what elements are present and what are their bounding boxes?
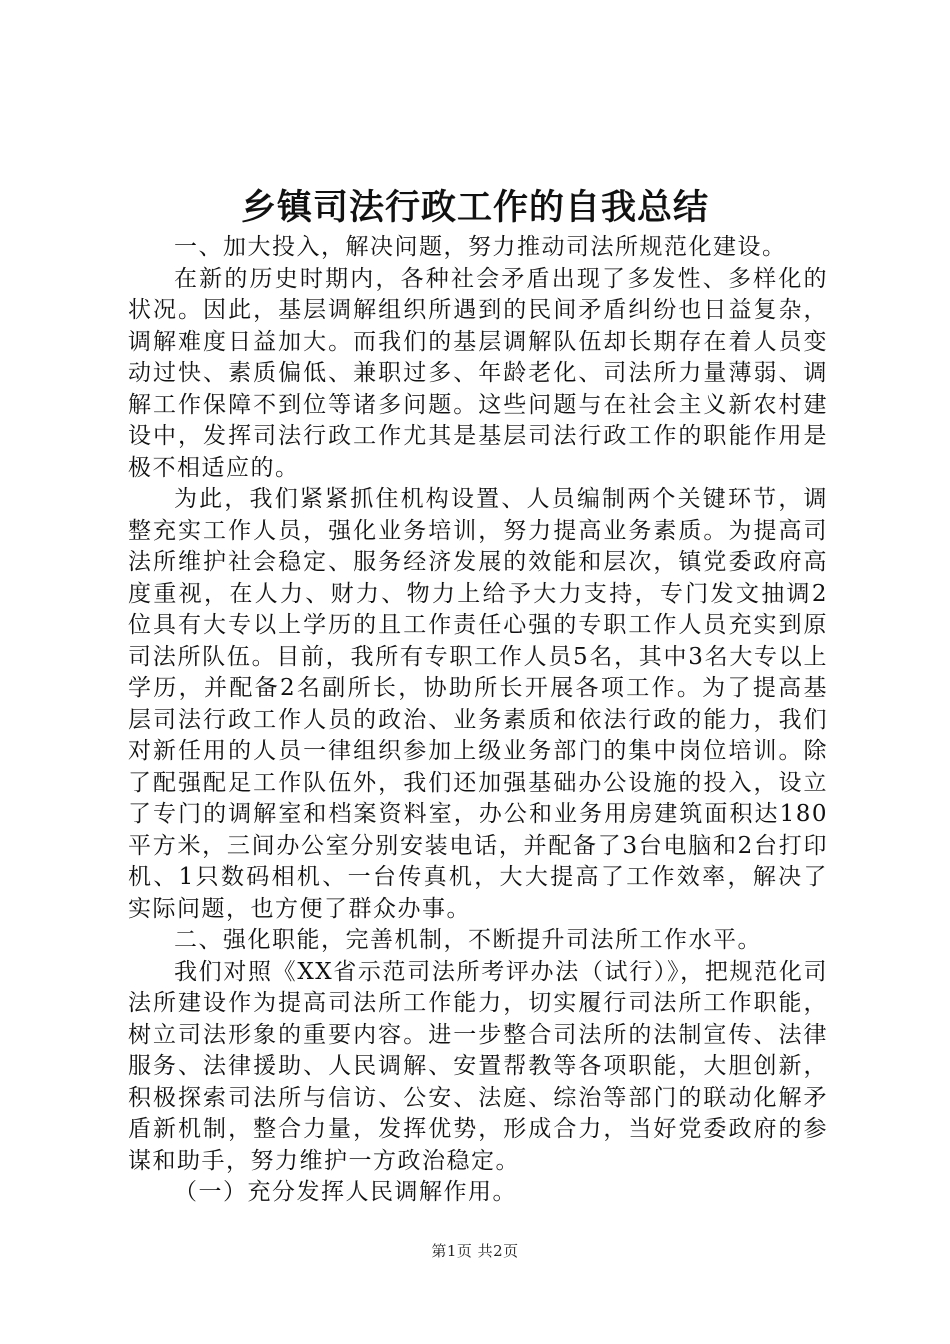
section-heading: 二、强化职能，完善机制，不断提升司法所工作水平。 [174,927,762,953]
body-paragraph: 我们对照《XX省示范司法所考评办法（试行）》，把规范化司法所建设作为提高司法所工作能力，切实履行司法所工作职能，树立司法形象的重要内容。进一步整合司法所的法制宣传、法律服务、法律援助、人民调解、安置帮教等各项职能，大胆创新，积极探索司法所与信访、公安、法庭、综治等部门的联动化解矛盾新机制，整合力量，发挥优势，形成合力，当好党委政府的参谋和助手，努力维护一方政治稳定。 [128,958,828,1174]
section-heading: 一、加大投入，解决问题，努力推动司法所规范化建设。 [174,234,787,260]
document-title: 乡镇司法行政工作的自我总结 [240,188,709,228]
page-number-footer: 第1页 共2页 [431,1242,519,1260]
subsection-heading: （一）充分发挥人民调解作用。 [174,1179,517,1205]
body-paragraph: 为此，我们紧紧抓住机构设置、人员编制两个关键环节，调整充实工作人员，强化业务培训，努力提高业务素质。为提高司法所维护社会稳定、服务经济发展的效能和层次，镇党委政府高度重视，在人力、财力、物力上给予大力支持，专门发文抽调2位具有大专以上学历的且工作责任心强的专职工作人员充实到原司法所队伍。目前，我所有专职工作人员5名，其中3名大专以上学历，并配备2名副所长，协助所长开展各项工作。为了提高基层司法行政工作人员的政治、业务素质和依法行政的能力，我们对新任用的人员一律组织参加上级业务部门的集中岗位培训。除了配强配足工作队伍外，我们还加强基础办公设施的投入，设立了专门的调解室和档案资料室，办公和业务用房建筑面积达180平方米，三间办公室分别安装电话，并配备了3台电脑和2台打印机、1只数码相机、一台传真机，大大提高了工作效率，解决了实际问题，也方便了群众办事。 [128,486,828,922]
document-body [128,232,828,1209]
body-paragraph: 在新的历史时期内，各种社会矛盾出现了多发性、多样化的状况。因此，基层调解组织所遇到的民间矛盾纠纷也日益复杂，调解难度日益加大。而我们的基层调解队伍却长期存在着人员变动过快、素质偏低、兼职过多、年龄老化、司法所力量薄弱、调解工作保障不到位等诸多问题。这些问题与在社会主义新农村建设中，发挥司法行政工作尤其是基层司法行政工作的职能作用是极不相适应的。 [128,265,828,481]
